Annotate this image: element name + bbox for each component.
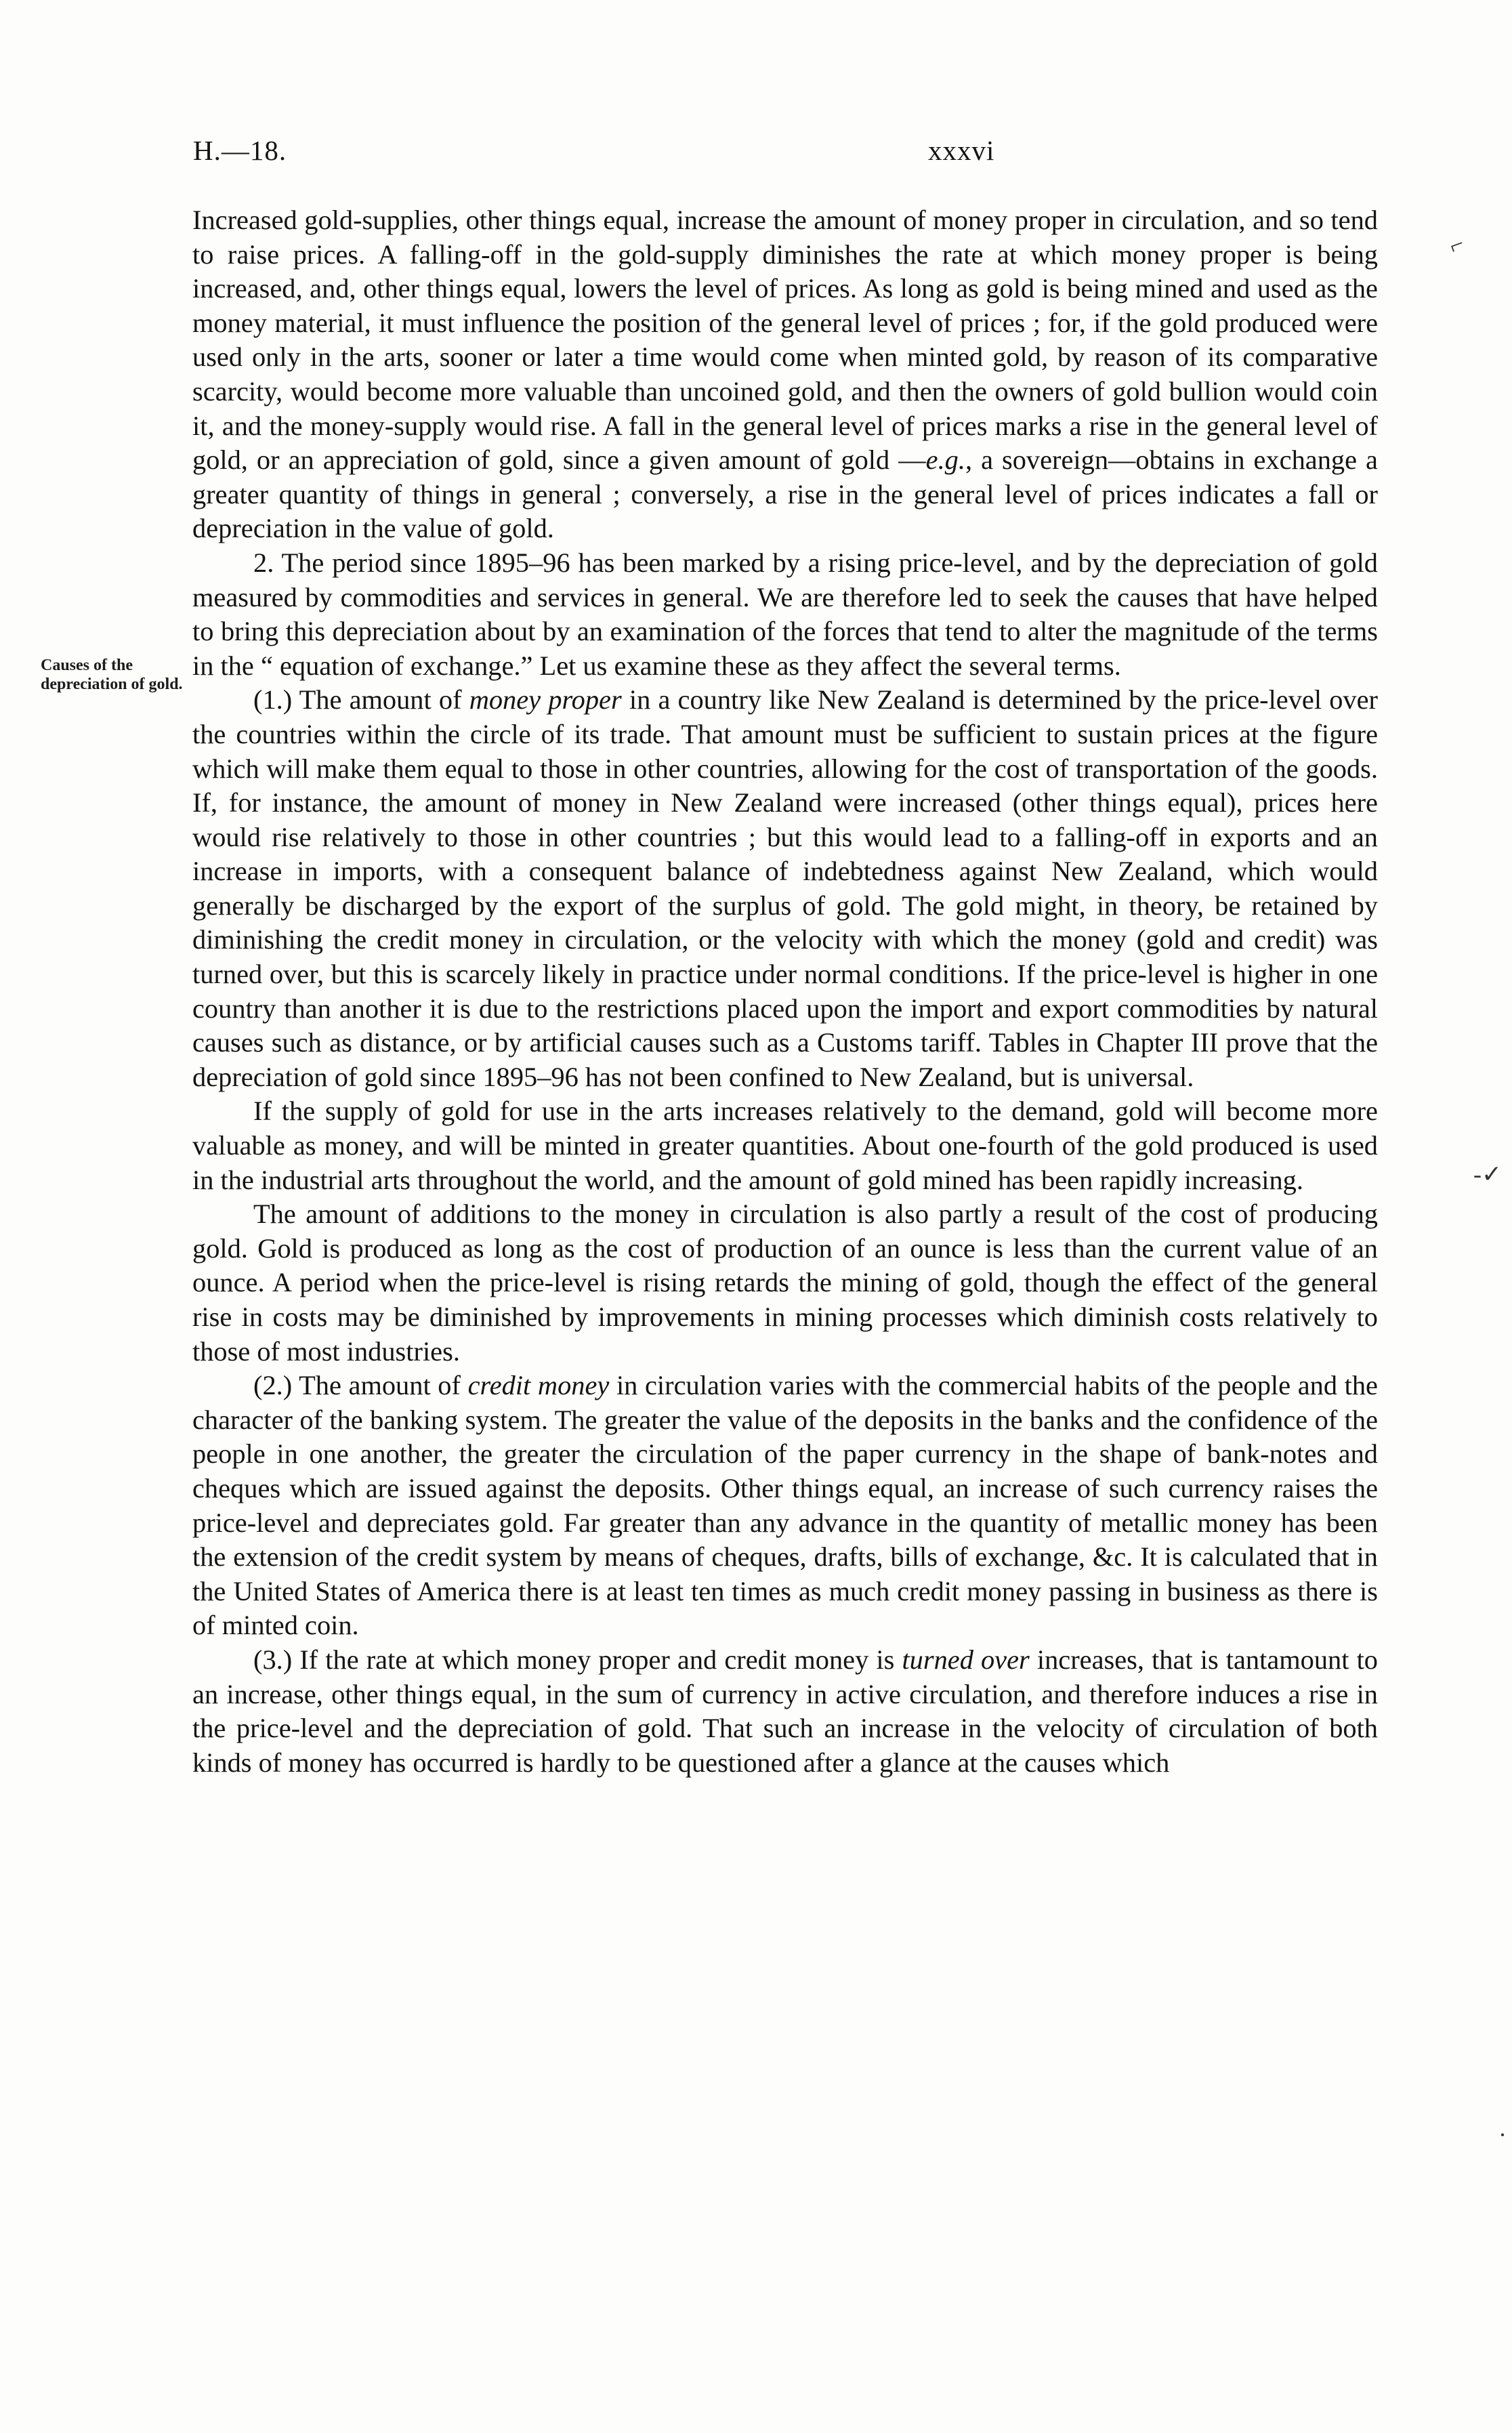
body-text	[192, 203, 1378, 1780]
paragraph-cost-producing: The amount of additions to the money in circulation is also partly a result of the cost of producing gold. Gold is produced as long as the cost of production of an ounce is less than the current value of an ounce. A period when the price-level is rising retards the mining of gold, though the effect of the general rise in costs may be diminished by improvements in mining processes which diminish costs relatively to those of most industries.	[192, 1199, 1378, 1367]
paragraph-turned-over-emphasis: turned over	[902, 1644, 1030, 1675]
paragraph-turned-over	[192, 1643, 1378, 1780]
paragraph-credit-money-post: in circulation varies with the commercial habits of the people and the character of the banking system. The greater the value of the deposits in the banks and the confidence of the people in one another, the greater the circulation of the paper currency in the shape of bank-notes and cheques which are issued against the deposits. Other things equal, an increase of such currency raises the price-level and depreciates gold. Far greater than any advance in the quantity of metallic money has been the extension of the credit system by means of cheques, drafts, bills of exchange, &c. It is calculated that in the United States of America there is at least ten times as much credit money passing in business as there is of minted coin.	[192, 1370, 1378, 1641]
paragraph-opening-dash: —	[898, 444, 926, 476]
paragraph-money-proper-post: in a country like New Zealand is determined by the price-level over the countries within the circle of its trade. That amount must be sufficient to sustain prices at the figure which will make them equal to those in other countries, allowing for the cost of transportation of the goods. If, for instance, the amount of money in New Zealand were increased (other things equal), prices here would rise relatively to those in other countries ; but this would lead to a falling-off in exports and an increase in imports, with a consequent balance of indebtedness against New Zealand, which would generally be discharged by the export of the surplus of gold. The gold might, in theory, be retained by diminishing the credit money in circulation, or the velocity with which the money (gold and credit) was turned over, but this is scarcely likely in practice under normal conditions. If the price-level is higher in one country than another it is due to the restrictions placed upon the import and export commodities by natural causes such as distance, or by artificial causes such as a Customs tariff. Tables in Chapter III prove that the depreciation of gold since 1895–96 has not been confined to New Zealand, but is universal.	[192, 684, 1378, 1092]
margin-mark-3: ·	[1498, 2121, 1507, 2148]
paragraph-opening-emphasis: e.g.	[925, 444, 965, 476]
paragraph-turned-over-post: increases, that is tantamount to an increase, other things equal, in the sum of currency in active circulation, and therefore induces a rise in the price-level and the depreciation of gold. That such an increase in the velocity of circulation of both kinds of money has occurred is hardly to be questioned after a glance at the causes which	[192, 1644, 1378, 1778]
paragraph-money-proper-pre: (1.) The amount of	[253, 684, 469, 715]
paragraph-money-proper	[192, 683, 1378, 1094]
paragraph-money-proper-emphasis: money proper	[469, 684, 622, 715]
document-reference: H.—18.	[193, 135, 287, 166]
page-header	[193, 134, 1379, 175]
paragraph-opening-main: Increased gold-supplies, other things equal, increase the amount of money proper in circulation, and so tend to raise prices. A falling-off in the gold-supply diminishes the rate at which money proper is being increased, and, other things equal, lowers the level of prices. As long as gold is being mined and used as the money material, it must influence the position of the general level of prices ; for, if the gold produced were used only in the arts, sooner or later a time would come when minted gold, by reason of its comparative scarcity, would become more valuable than uncoined gold, and then the owners of gold bullion would coin it, and the money-supply would rise. A fall in the general level of prices marks a rise in the general level of gold, or an appreciation of gold, since a given amount of gold	[192, 205, 1378, 476]
paragraph-credit-money-pre: (2.) The amount of	[253, 1370, 468, 1401]
paragraph-opening	[192, 203, 1378, 546]
paragraph-turned-over-pre: (3.) If the rate at which money proper and credit money is	[253, 1644, 902, 1675]
margin-mark-1: ⌐	[1445, 229, 1468, 260]
paragraph-opening-tail: , a sovereign—obtains in exchange a greater quantity of things in general ; conversely, a rise in the general level of prices indicates a fall or depreciation in the value of gold.	[192, 444, 1378, 544]
margin-mark-2: -✓	[1473, 1161, 1503, 1188]
page-number: xxxvi	[928, 135, 995, 166]
paragraph-credit-money-emphasis: credit money	[467, 1370, 610, 1401]
paragraph-gold-arts: If the supply of gold for use in the arts increases relatively to the demand, gold will become more valuable as money, and will be minted in greater quantities. About one-fourth of the gold produced is used in the industrial arts throughout the world, and the amount of gold mined has been rapidly increasing.	[192, 1096, 1378, 1195]
paragraph-credit-money	[192, 1369, 1378, 1643]
paragraph-section-2: 2. The period since 1895–96 has been marked by a rising price-level, and by the depreciation of gold measured by commodities and services in general. We are therefore led to seek the causes that have helped to bring this depreciation about by an examination of the forces that tend to alter the magnitude of the terms in the “ equation of exchange.” Let us examine these as they affect the several terms.	[192, 547, 1378, 681]
marginal-note: Causes of the depreciation of gold.	[41, 657, 183, 693]
